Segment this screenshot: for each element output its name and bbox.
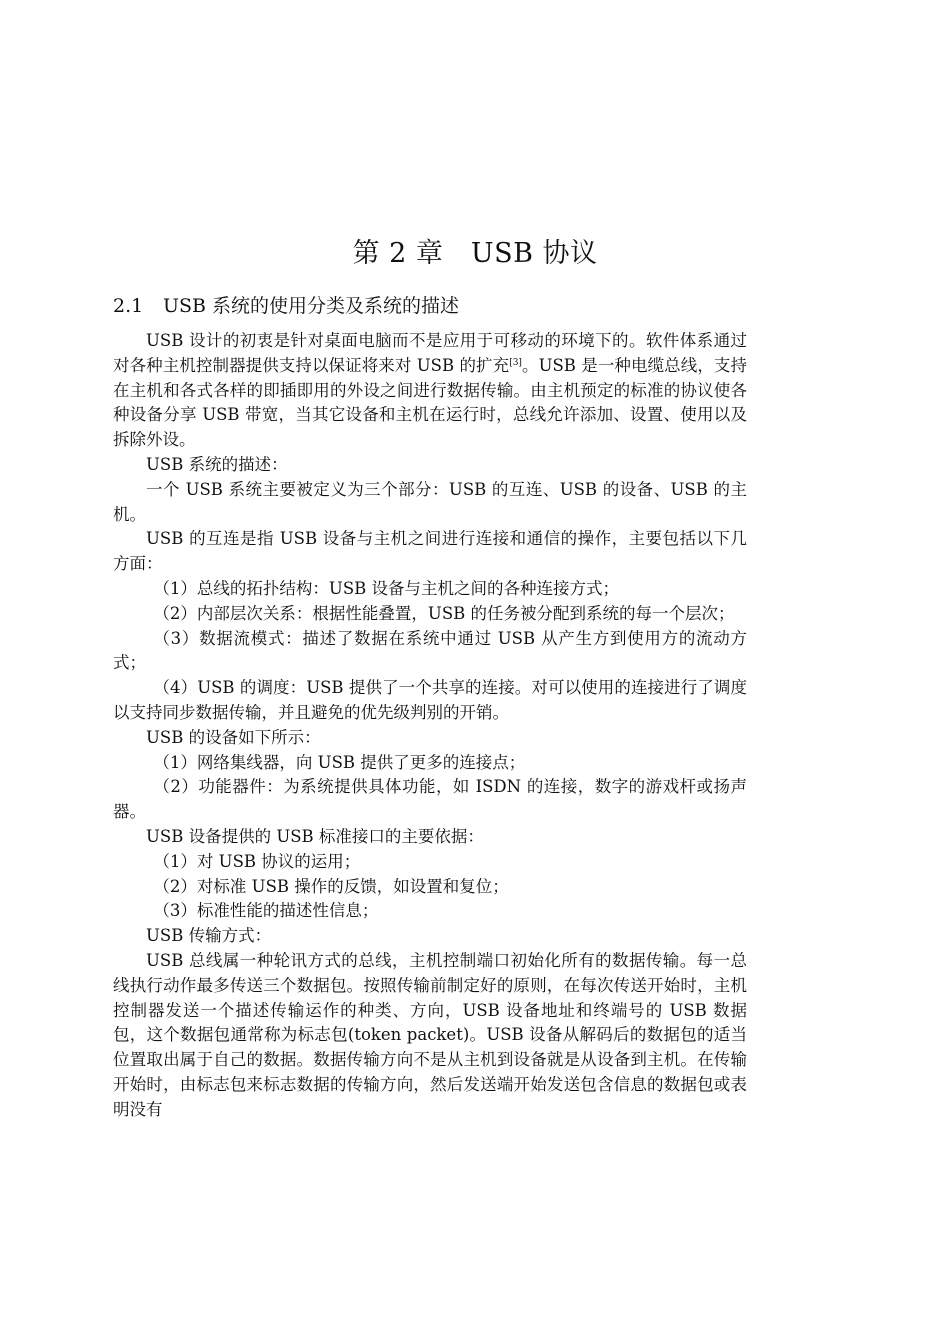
- section-title: USB 系统的使用分类及系统的描述: [163, 295, 460, 317]
- devices-heading: USB 的设备如下所示：: [146, 727, 321, 747]
- intro-paragraph: [113, 329, 747, 453]
- list-item: （4）USB 的调度：USB 提供了一个共享的连接。对可以使用的连接进行了调度以支持同步数据传输，并且避免的优先级判别的开销。: [113, 678, 747, 722]
- list-item: （2）功能器件：为系统提供具体功能，如 ISDN 的连接，数字的游戏杆或扬声器。: [113, 777, 747, 822]
- citation-ref: [3]: [509, 357, 522, 368]
- interface-heading: USB 设备提供的 USB 标准接口的主要依据：: [146, 826, 484, 846]
- transfer-paragraph: USB 总线属一种轮讯方式的总线，主机控制端口初始化所有的数据传输。每一总线执行动作最多传送三个数据包。按照传输前制定好的原则，在每次传送开始时，主机控制器发送一个描述传输运作的种类、方向，USB 设备地址和终端号的 USB 数据包，这个数据包通常称为标志包(token packet)。USB 设备从解码后的数据包的适当位置取出属于自己的数据。数据传输方向不是从主机到设备就是从设备到主机。在传输开始时，由标志包来标志数据的传输方向，然后发送端开始发送包含信息的数据包或表明没有: [113, 950, 747, 1119]
- intro-text-a: USB 设计的初衷是针对桌面电脑而不是应用于可移动的环境下的。软件体系通过对各种主机控制器提供支持以保证将来对 USB 的扩充: [113, 331, 747, 375]
- interconnect-paragraph: USB 的互连是指 USB 设备与主机之间进行连接和通信的操作，主要包括以下几方面：: [113, 529, 747, 574]
- list-item: （3）数据流模式：描述了数据在系统中通过 USB 从产生方到使用方的流动方式；: [113, 628, 747, 673]
- chapter-title: 第 2 章 USB 协议: [352, 238, 598, 269]
- intro-text-b: 。USB 是一种电缆总线，支持在主机和各式各样的即插即用的外设之间进行数据传输。由主机预定的标准的协议使各种设备分享 USB 带宽，当其它设备和主机在运行时，总线允许添加、设置、使用以及拆除外设。: [113, 355, 747, 450]
- list-item: （3）标准性能的描述性信息；: [153, 901, 379, 921]
- system-heading: USB 系统的描述：: [146, 454, 288, 474]
- list-item: （1）总线的拓扑结构：USB 设备与主机之间的各种连接方式；: [153, 578, 619, 598]
- section-number: 2.1: [113, 295, 144, 317]
- list-item: （2）对标准 USB 操作的反馈，如设置和复位；: [153, 876, 509, 896]
- transfer-heading: USB 传输方式：: [146, 926, 272, 946]
- list-item: （2）内部层次关系：根据性能叠置，USB 的任务被分配到系统的每一个层次；: [153, 603, 735, 623]
- body-text: [113, 329, 747, 1123]
- system-parts-paragraph: 一个 USB 系统主要被定义为三个部分：USB 的互连、USB 的设备、USB 的主机。: [113, 479, 747, 524]
- section-heading: [113, 290, 459, 322]
- list-item: （1）网络集线器，向 USB 提供了更多的连接点；: [153, 752, 526, 772]
- list-item: （1）对 USB 协议的运用；: [153, 851, 361, 871]
